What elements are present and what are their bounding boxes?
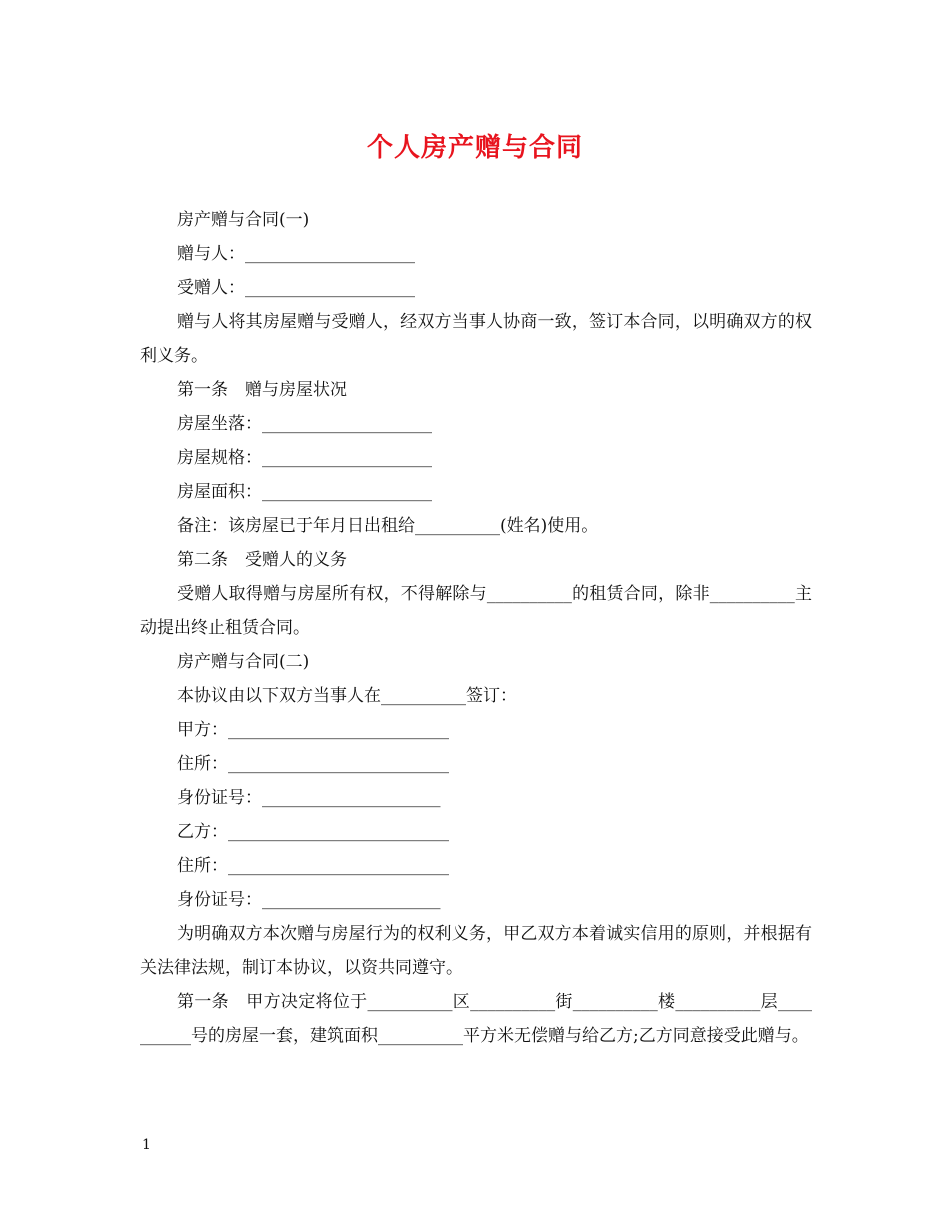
paragraph-house-area-field: 房屋面积：____________________ bbox=[177, 482, 432, 502]
paragraph-section-one-heading: 房产赠与合同(一) bbox=[177, 210, 310, 230]
paragraph-party-b-address-field: 住所：__________________________ bbox=[177, 856, 449, 876]
paragraph-remark: 备注：该房屋已于年月日出租给__________(姓名)使用。 bbox=[177, 516, 599, 536]
paragraph-article-one-heading: 第一条 赠与房屋状况 bbox=[177, 380, 347, 400]
document-title: 个人房产赠与合同 bbox=[366, 133, 583, 163]
paragraph-donee-obligation: 受赠人取得赠与房屋所有权，不得解除与__________的租赁合同，除非__________主动提出终止租赁合同。 bbox=[140, 584, 812, 638]
paragraph-party-a-id-field: 身份证号：_____________________ bbox=[177, 788, 441, 808]
paragraph-article-one-gift: 第一条 甲方决定将位于__________区__________街__________楼__________层__________号的房屋一套，建筑面积__________平方米无偿赠与给乙方;乙方同意接受此赠与。 bbox=[140, 992, 812, 1046]
paragraph-donee-field: 受赠人：____________________ bbox=[177, 278, 415, 298]
paragraph-house-location-field: 房屋坐落：____________________ bbox=[177, 414, 432, 434]
paragraph-party-a-field: 甲方：__________________________ bbox=[177, 720, 449, 740]
paragraph-donor-field: 赠与人：____________________ bbox=[177, 244, 415, 264]
paragraph-party-b-id-field: 身份证号：_____________________ bbox=[177, 890, 441, 910]
paragraph-party-a-address-field: 住所：__________________________ bbox=[177, 754, 449, 774]
paragraph-signing-place: 本协议由以下双方当事人在__________签订： bbox=[177, 686, 517, 706]
document-body bbox=[140, 203, 812, 1053]
paragraph-article-two-heading: 第二条 受赠人的义务 bbox=[177, 550, 347, 570]
page-number: 1 bbox=[142, 1137, 151, 1153]
paragraph-section-two-heading: 房产赠与合同(二) bbox=[177, 652, 310, 672]
paragraph-house-spec-field: 房屋规格：____________________ bbox=[177, 448, 432, 468]
paragraph-intro: 赠与人将其房屋赠与受赠人，经双方当事人协商一致，签订本合同，以明确双方的权利义务。 bbox=[140, 312, 812, 366]
paragraph-purpose: 为明确双方本次赠与房屋行为的权利义务，甲乙双方本着诚实信用的原则，并根据有关法律法规，制订本协议，以资共同遵守。 bbox=[140, 924, 812, 978]
paragraph-party-b-field: 乙方：__________________________ bbox=[177, 822, 449, 842]
